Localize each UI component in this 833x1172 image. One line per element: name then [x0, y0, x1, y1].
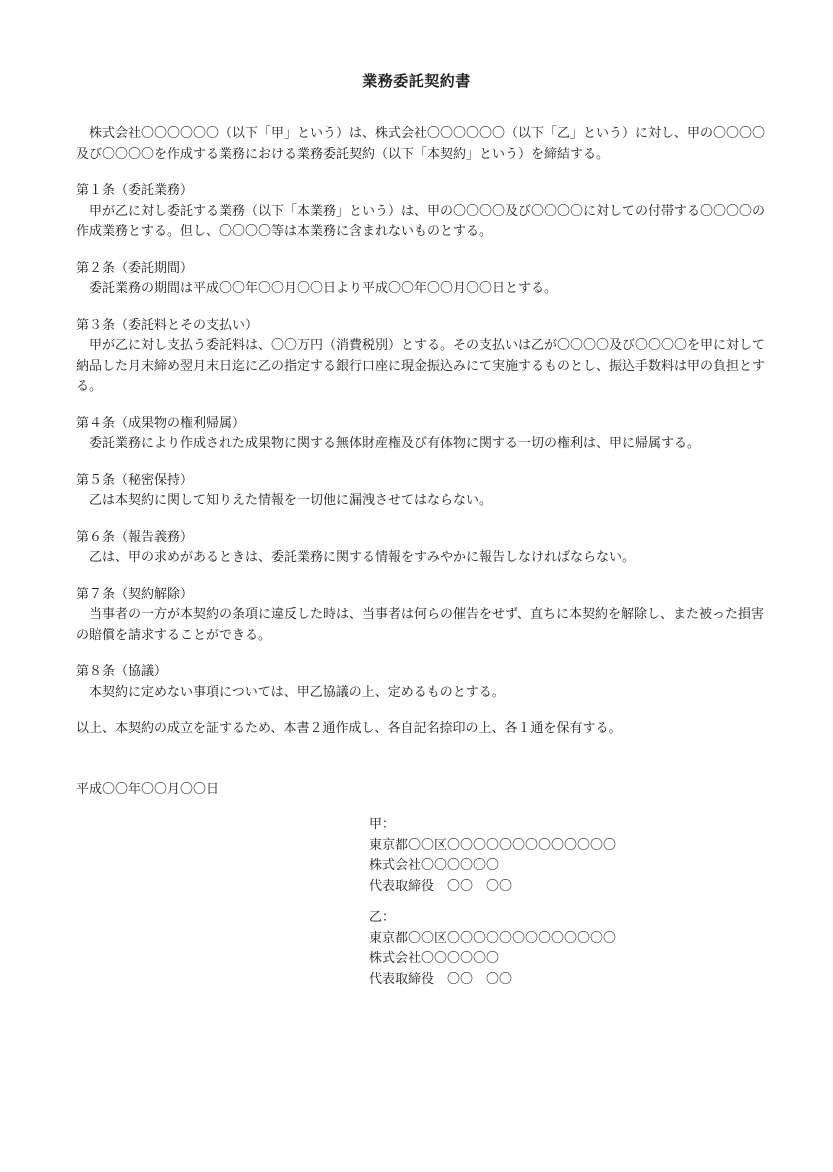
article-text: 甲が乙に対し委託する業務（以下「本業務」という）は、甲の〇〇〇〇及び〇〇〇〇に対しての付帯する〇〇〇〇の作成業務とする。但し、〇〇〇〇等は本業務に含まれないものとする。	[76, 203, 766, 239]
article-6	[76, 528, 766, 569]
document-title: 業務委託契約書	[362, 72, 471, 90]
article-heading: 第６条（報告義務）	[76, 529, 194, 545]
article-7	[76, 585, 766, 647]
intro-paragraph: 株式会社〇〇〇〇〇〇（以下「甲」という）は、株式会社〇〇〇〇〇〇（以下「乙」という）に対し、甲の〇〇〇〇及び〇〇〇〇を作成する業務における業務委託契約（以下「本契約」という）を締結する。	[76, 126, 766, 162]
party-a-block	[369, 815, 699, 897]
party-representative: 代表取締役 〇〇 〇〇	[369, 971, 513, 987]
closing-statement: 以上、本契約の成立を証するため、本書２通作成し、各自記名捺印の上、各１通を保有する。	[76, 721, 622, 736]
article-4	[76, 414, 766, 455]
contract-date: 平成〇〇年〇〇月〇〇日	[76, 781, 220, 797]
document-body	[76, 124, 766, 813]
article-text: 本契約に定めない事項については、甲乙協議の上、定めるものとする。	[89, 684, 505, 700]
article-heading: 第４条（成果物の権利帰属）	[76, 415, 246, 431]
article-1	[76, 181, 766, 243]
article-heading: 第３条（委託料とその支払い）	[76, 317, 259, 333]
article-heading: 第２条（委託期間）	[76, 260, 194, 276]
article-text: 乙は、甲の求めがあるときは、委託業務に関する情報をすみやかに報告しなければならない。	[89, 550, 636, 565]
article-text: 当事者の一方が本契約の条項に違反した時は、当事者は何らの催告をせず、直ちに本契約を解除し、また被った損害の賠償を請求することができる。	[76, 607, 764, 643]
article-2	[76, 259, 766, 300]
article-3	[76, 316, 766, 398]
party-b-block	[369, 908, 699, 990]
article-heading: 第５条（秘密保持）	[76, 472, 194, 488]
party-company: 株式会社〇〇〇〇〇〇	[369, 951, 500, 966]
party-label: 乙：	[369, 910, 396, 925]
article-heading: 第７条（契約解除）	[76, 586, 194, 602]
article-text: 乙は本契約に関して知りえた情報を一切他に漏洩させてはならない。	[89, 493, 493, 508]
article-heading: 第８条（協議）	[76, 664, 168, 679]
article-text: 委託業務により作成された成果物に関する無体財産権及び有体物に関する一切の権利は、甲に帰属する。	[89, 436, 701, 451]
party-address: 東京都〇〇区〇〇〇〇〇〇〇〇〇〇〇〇〇	[369, 930, 617, 946]
party-company: 株式会社〇〇〇〇〇〇	[369, 858, 500, 873]
party-address: 東京都〇〇区〇〇〇〇〇〇〇〇〇〇〇〇〇	[369, 837, 617, 853]
party-label: 甲：	[369, 817, 396, 832]
article-text: 委託業務の期間は平成〇〇年〇〇月〇〇日より平成〇〇年〇〇月〇〇日とする。	[89, 281, 558, 296]
party-representative: 代表取締役 〇〇 〇〇	[369, 878, 513, 894]
article-text: 甲が乙に対し支払う委託料は、〇〇万円（消費税別）とする。その支払いは乙が〇〇〇〇及び〇〇〇〇を甲に対して納品した月末締め翌月末日迄に乙の指定する銀行口座に現金振込みにて実施するものとし、振込手数料は甲の負担とする。	[76, 338, 766, 394]
article-5	[76, 471, 766, 512]
article-8	[76, 662, 766, 703]
article-heading: 第１条（委託業務）	[76, 183, 194, 198]
